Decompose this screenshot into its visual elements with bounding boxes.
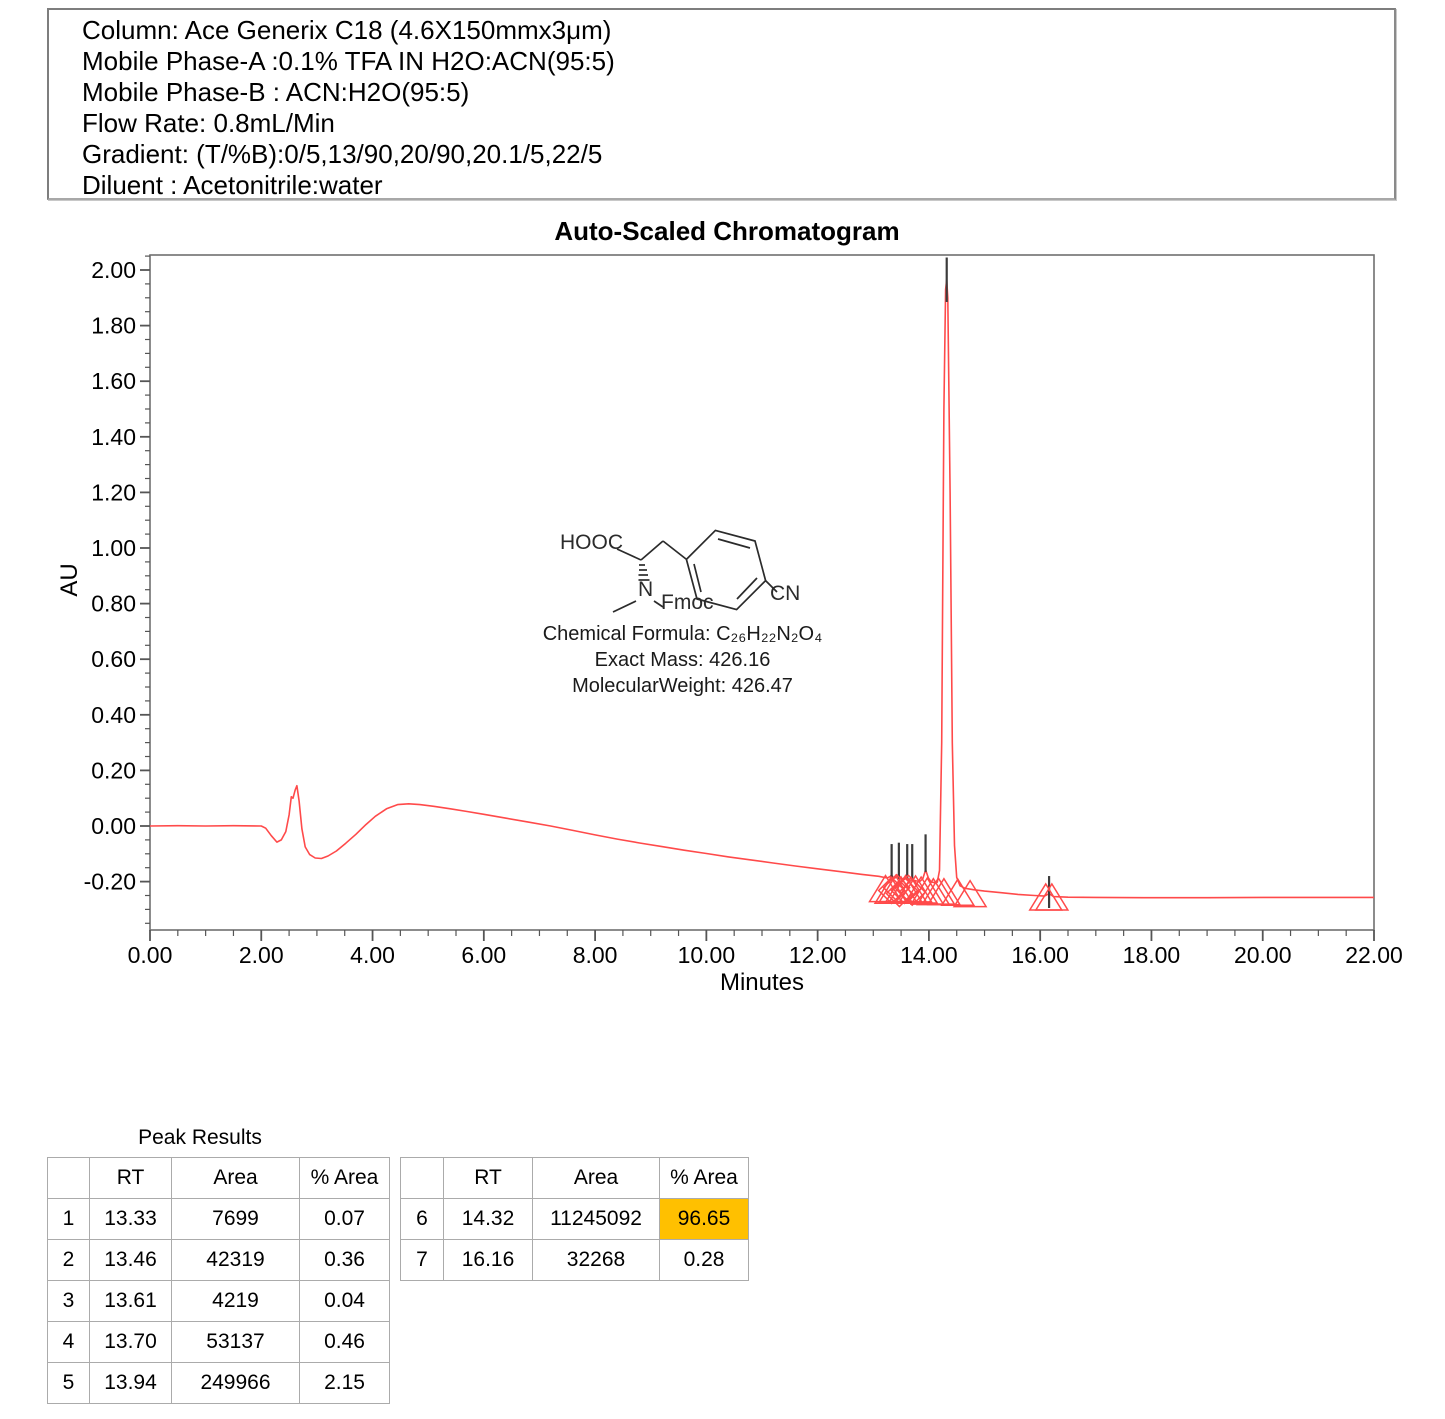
- y-tick-label: 0.80: [91, 590, 136, 617]
- y-tick-label: -0.20: [83, 868, 136, 895]
- x-tick-label: 8.00: [572, 942, 618, 968]
- peak-results-header-cell: [48, 1158, 90, 1199]
- peak-results-header-cell: Area: [533, 1158, 660, 1199]
- exact-mass: Exact Mass: 426.16: [594, 649, 771, 671]
- y-tick-label: 1.60: [91, 368, 136, 395]
- peak-results-header-cell: % Area: [300, 1158, 390, 1199]
- molecule-label-cn: CN: [770, 582, 801, 605]
- peak-results-cell: 13.46: [90, 1240, 172, 1281]
- method-line-flowrate: Flow Rate: 0.8mL/Min: [82, 108, 335, 138]
- y-tick-label: 1.80: [91, 312, 136, 339]
- peak-results-header-cell: RT: [444, 1158, 533, 1199]
- x-tick-label: 10.00: [677, 942, 736, 968]
- plot-axes: [84, 255, 1403, 968]
- peak-results-cell: 7699: [172, 1199, 300, 1240]
- peak-results-cell: 0.07: [300, 1199, 390, 1240]
- peak-results-title: Peak Results: [138, 1126, 262, 1149]
- molecule-label-hooc: HOOC: [560, 531, 623, 554]
- peak-results-header-row: [401, 1158, 749, 1199]
- peak-results-cell: 2.15: [300, 1363, 390, 1404]
- molecular-weight: MolecularWeight: 426.47: [572, 675, 793, 697]
- peak-integration-markers: [870, 257, 1068, 909]
- y-tick-label: 0.00: [91, 813, 136, 839]
- peak-results-cell: 0.28: [660, 1240, 749, 1281]
- peak-results-cell: 13.70: [90, 1322, 172, 1363]
- x-tick-label: 18.00: [1122, 942, 1181, 968]
- x-axis-title: Minutes: [719, 969, 805, 996]
- peak-results-table-right: [400, 1157, 749, 1281]
- peak-results-cell: 0.04: [300, 1281, 390, 1322]
- peak-results-cell: 11245092: [533, 1199, 660, 1240]
- peak-results-cell: 3: [48, 1281, 90, 1322]
- peak-results-header-row: [48, 1158, 390, 1199]
- peak-results-cell: 4219: [172, 1281, 300, 1322]
- peak-results-cell: 13.61: [90, 1281, 172, 1322]
- peak-results-cell: 7: [401, 1240, 444, 1281]
- x-tick-label: 20.00: [1233, 942, 1292, 968]
- method-line-gradient: Gradient: (T/%B):0/5,13/90,20/90,20.1/5,22/5: [82, 139, 603, 169]
- peak-results-cell: 16.16: [444, 1240, 533, 1281]
- peak-results-cell: 14.32: [444, 1199, 533, 1240]
- peak-results-header-cell: RT: [90, 1158, 172, 1199]
- x-tick-label: 6.00: [461, 942, 507, 968]
- molecule-label-n: N: [638, 578, 654, 601]
- x-tick-label: 22.00: [1345, 942, 1403, 968]
- peak-results-row: [48, 1199, 390, 1240]
- x-tick-label: 16.00: [1011, 942, 1069, 968]
- baseline-triangle-marker: [922, 878, 954, 904]
- peak-results-row: [48, 1363, 390, 1404]
- x-tick-label: 0.00: [127, 942, 173, 968]
- x-tick-label: 14.00: [900, 942, 958, 968]
- peak-results-cell: 5: [48, 1363, 90, 1404]
- y-tick-label: 1.00: [91, 535, 136, 561]
- peak-results-cell: 2: [48, 1240, 90, 1281]
- peak-results-cell: 13.33: [90, 1199, 172, 1240]
- method-line-mobile-a: Mobile Phase-A :0.1% TFA IN H2O:ACN(95:5): [82, 46, 615, 76]
- peak-results-header-cell: % Area: [660, 1158, 749, 1199]
- chromatogram-trace: [150, 280, 1374, 898]
- peak-results-header-cell: Area: [172, 1158, 300, 1199]
- detector-trace: [150, 280, 1374, 898]
- molecule-label-fmoc: Fmoc: [661, 591, 714, 614]
- method-line-mobile-b: Mobile Phase-B : ACN:H2O(95:5): [82, 77, 470, 107]
- y-tick-label: 0.60: [91, 646, 136, 673]
- peak-results-row: [401, 1240, 749, 1281]
- peak-results-cell: 0.36: [300, 1240, 390, 1281]
- peak-results-row: [48, 1322, 390, 1363]
- x-tick-label: 12.00: [788, 942, 847, 968]
- peak-results-cell: 249966: [172, 1363, 300, 1404]
- method-line-column: Column: Ace Generix C18 (4.6X150mmx3μm): [82, 15, 612, 45]
- peak-results-cell: 13.94: [90, 1363, 172, 1404]
- molecule-caption: [535, 621, 830, 699]
- peak-results-cell: 0.46: [300, 1322, 390, 1363]
- peak-results-cell: 4: [48, 1322, 90, 1363]
- y-tick-label: 0.40: [91, 701, 136, 728]
- peak-results-cell: 32268: [533, 1240, 660, 1281]
- peak-results-cell: 42319: [172, 1240, 300, 1281]
- peak-results-cell-highlighted: 96.65: [660, 1199, 749, 1240]
- x-tick-label: 4.00: [350, 942, 395, 968]
- peak-results-row: [48, 1240, 390, 1281]
- y-tick-label: 1.20: [91, 479, 136, 506]
- y-tick-label: 2.00: [91, 257, 136, 283]
- y-axis-title: AU: [56, 563, 83, 597]
- peak-results-table-left: [47, 1157, 390, 1404]
- chemical-formula: Chemical Formula: C₂₆H₂₂N₂O₄: [542, 623, 823, 645]
- peak-results-cell: 1: [48, 1199, 90, 1240]
- method-line-diluent: Diluent : Acetonitrile:water: [82, 170, 383, 200]
- peak-results-row: [401, 1199, 749, 1240]
- chart-title: Auto-Scaled Chromatogram: [554, 216, 900, 246]
- y-tick-label: 0.20: [91, 757, 136, 784]
- peak-results-header-cell: [401, 1158, 444, 1199]
- x-tick-label: 2.00: [238, 942, 284, 968]
- y-tick-label: 1.40: [91, 423, 136, 450]
- plot-border: [150, 255, 1374, 930]
- peak-results-cell: 53137: [172, 1322, 300, 1363]
- peak-results-cell: 6: [401, 1199, 444, 1240]
- peak-results-row: [48, 1281, 390, 1322]
